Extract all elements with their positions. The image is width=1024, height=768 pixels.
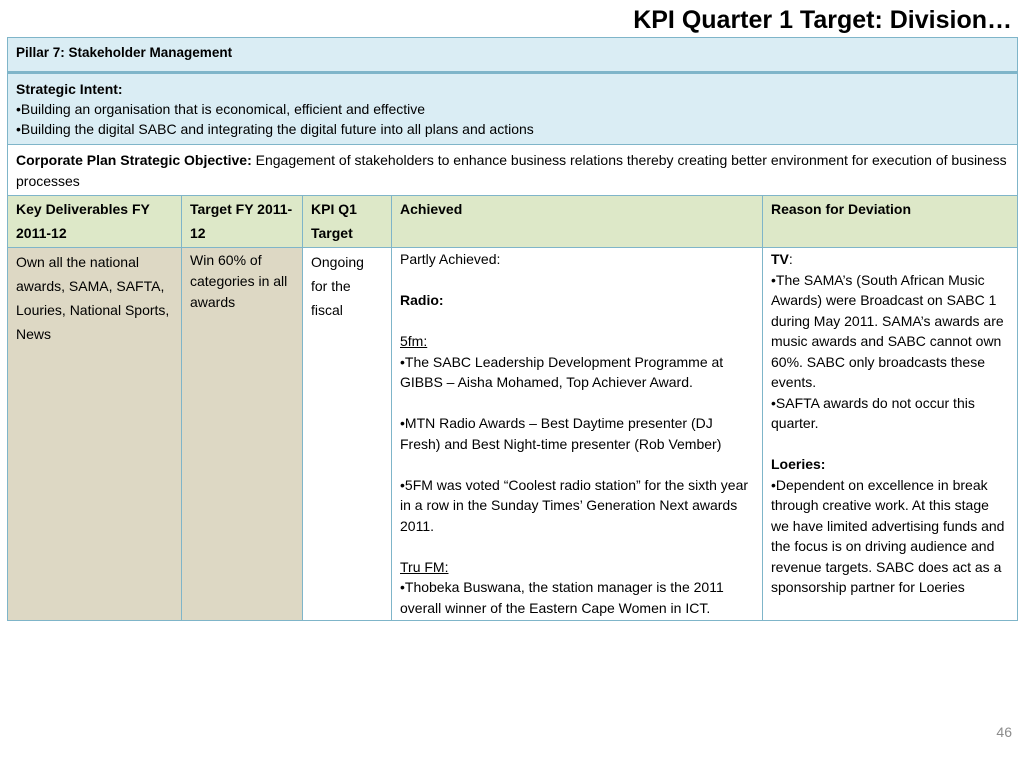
achieved-status: Partly Achieved:: [400, 251, 501, 267]
tv-colon: :: [788, 251, 793, 267]
radio-label: Radio:: [400, 292, 444, 308]
reason-item: •SAFTA awards do not occur this quarter.: [771, 394, 975, 431]
header-target: Target FY 2011-12: [182, 196, 303, 248]
reason-cell: [763, 248, 1018, 621]
header-reason: Reason for Deviation: [763, 196, 1018, 248]
slide-title: KPI Quarter 1 Target: Division…: [633, 6, 1012, 34]
objective-label: Corporate Plan Strategic Objective:: [16, 152, 252, 168]
pillar-row: [8, 38, 1018, 73]
table-row: [8, 248, 1018, 621]
achieved-item: •MTN Radio Awards – Best Daytime presenter (DJ Fresh) and Best Night-time presenter (Rob Vember): [400, 415, 722, 452]
strategic-intent-bullet: •Building an organisation that is economical, efficient and effective: [16, 101, 426, 117]
achieved-item: •The SABC Leadership Development Programme at GIBBS – Aisha Mohamed, Top Achiever Award.: [400, 353, 724, 390]
achieved-cell: [392, 248, 763, 621]
header-kpi: KPI Q1 Target: [303, 196, 392, 248]
objective-cell: [8, 145, 1018, 196]
reason-item: •The SAMA’s (South African Music Awards) were Broadcast on SABC 1 during May 2011. SAMA’s awards are music awards and SABC cannot own 60%. SABC only broadcasts these events.: [771, 271, 1004, 390]
kpi-table: [7, 37, 1018, 621]
header-achieved: Achieved: [392, 196, 763, 248]
fm5-label: 5fm:: [400, 333, 428, 349]
trufm-label: Tru FM:: [400, 558, 449, 575]
objective-row: [8, 145, 1018, 196]
deliverables-cell: Own all the national awards, SAMA, SAFTA, Louries, National Sports, News: [8, 248, 182, 621]
kpi-cell: Ongoing for the fiscal: [303, 248, 392, 621]
achieved-item: •5FM was voted “Coolest radio station” for the sixth year in a row in the Sunday Times’ Generation Next awards 2011.: [400, 476, 749, 534]
pillar-cell: Pillar 7: Stakeholder Management: [8, 38, 1018, 73]
strategic-intent-row: [8, 73, 1018, 145]
header-deliverables: Key Deliverables FY 2011-12: [8, 196, 182, 248]
header-row: [8, 196, 1018, 248]
strategic-intent-label: Strategic Intent:: [16, 81, 123, 97]
reason-item: •Dependent on excellence in break through creative work. At this stage we have limited advertising funds and the focus is on driving audience and revenue targets. SABC does act as a sponsorship partner for Loeries: [771, 476, 1005, 595]
strategic-intent-cell: [8, 73, 1018, 145]
target-cell: Win 60% of categories in all awards: [182, 248, 303, 621]
loeries-label: Loeries:: [771, 456, 826, 472]
objective-text: Engagement of stakeholders to enhance business relations thereby creating better environment for execution of business processes: [16, 152, 1007, 189]
strategic-intent-bullet: •Building the digital SABC and integrating the digital future into all plans and actions: [16, 121, 534, 137]
page-number: 46: [996, 724, 1012, 740]
achieved-item: •Thobeka Buswana, the station manager is the 2011 overall winner of the Eastern Cape Women in ICT.: [400, 579, 724, 616]
tv-label: TV: [771, 251, 789, 267]
